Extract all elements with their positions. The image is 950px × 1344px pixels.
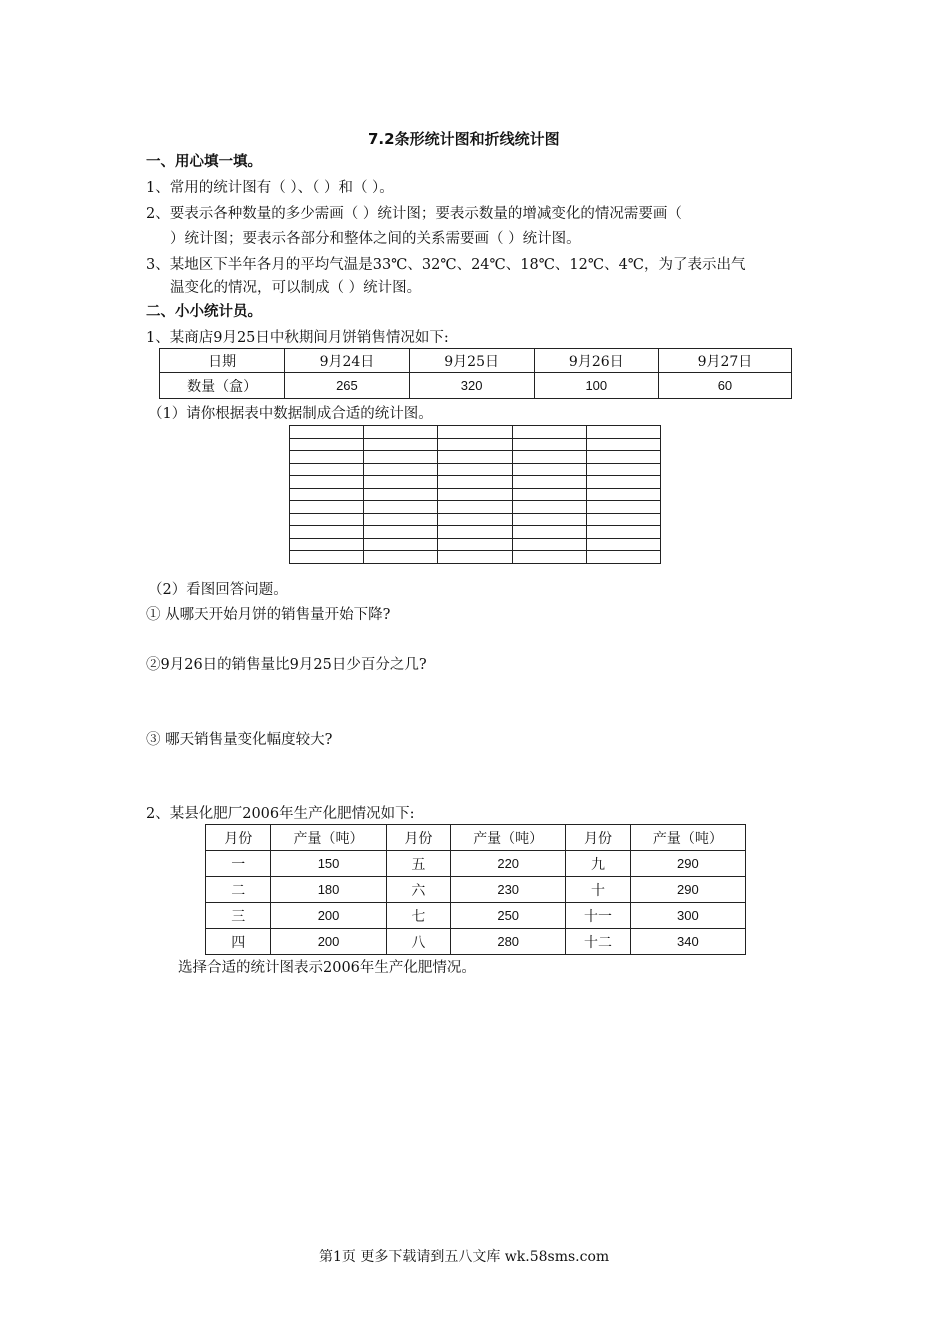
table-cell: 十 (566, 877, 630, 903)
table-row (206, 877, 746, 903)
table-cell: 四 (206, 929, 271, 955)
table-cell: 十二 (566, 929, 630, 955)
table-cell: 六 (386, 877, 450, 903)
table-cell: 290 (630, 851, 745, 877)
fertilizer-production-table (205, 824, 746, 955)
table-cell: 230 (451, 877, 566, 903)
table-header-row (160, 349, 792, 373)
problem1-intro: 1、某商店9月25日中秋期间月饼销售情况如下: (146, 330, 449, 346)
problem1-sub2: （2）看图回答问题。 (148, 582, 288, 598)
table-cell: 200 (271, 929, 386, 955)
table-cell: 产量（吨） (451, 825, 566, 851)
section1-question-2-line2: ）统计图；要表示各部分和整体之间的关系需要画（ ）统计图。 (170, 231, 581, 247)
table-cell: 9月26日 (534, 349, 658, 373)
page-title: 7.2条形统计图和折线统计图 (368, 130, 560, 148)
page-footer: 第1页 更多下载请到五八文库 wk.58sms.com (319, 1249, 610, 1265)
table-cell: 五 (386, 851, 450, 877)
table-cell: 320 (409, 373, 534, 399)
table-cell: 三 (206, 903, 271, 929)
table-row (206, 929, 746, 955)
table-cell: 100 (534, 373, 658, 399)
table-cell: 月份 (206, 825, 271, 851)
table-cell: 180 (271, 877, 386, 903)
table-cell: 9月27日 (658, 349, 791, 373)
table-cell: 250 (451, 903, 566, 929)
table-cell: 月份 (386, 825, 450, 851)
table-cell: 200 (271, 903, 386, 929)
table-cell: 九 (566, 851, 630, 877)
table-cell: 265 (285, 373, 409, 399)
table-row (160, 373, 792, 399)
table-cell: 产量（吨） (271, 825, 386, 851)
table-cell: 150 (271, 851, 386, 877)
table-cell: 220 (451, 851, 566, 877)
table-row (206, 903, 746, 929)
table-cell: 300 (630, 903, 745, 929)
problem2-intro: 2、某县化肥厂2006年生产化肥情况如下: (146, 806, 415, 822)
section1-question-3-line1: 3、某地区下半年各月的平均气温是33℃、32℃、24℃、18℃、12℃、4℃，为了表示出气 (146, 257, 746, 273)
table-cell: 数量（盒） (160, 373, 285, 399)
table-cell: 60 (658, 373, 791, 399)
table-cell: 280 (451, 929, 566, 955)
problem1-question-c: ③ 哪天销售量变化幅度较大? (146, 732, 333, 748)
mooncake-sales-table (159, 348, 792, 399)
table-cell: 340 (630, 929, 745, 955)
table-cell: 290 (630, 877, 745, 903)
section1-question-2-line1: 2、要表示各种数量的多少需画（ ）统计图；要表示数量的增减变化的情况需要画（ (146, 206, 682, 222)
blank-chart-grid (289, 425, 661, 564)
table-cell: 二 (206, 877, 271, 903)
section1-heading: 一、用心填一填。 (146, 153, 262, 170)
section2-heading: 二、小小统计员。 (146, 303, 262, 320)
table-cell: 十一 (566, 903, 630, 929)
table-cell: 七 (386, 903, 450, 929)
section1-question-3-line2: 温变化的情况，可以制成（ ）统计图。 (170, 280, 422, 296)
table-cell: 产量（吨） (630, 825, 745, 851)
table-cell: 八 (386, 929, 450, 955)
table-cell: 月份 (566, 825, 630, 851)
table-cell: 一 (206, 851, 271, 877)
table-header-row (206, 825, 746, 851)
problem1-question-a: ① 从哪天开始月饼的销售量开始下降? (146, 607, 391, 623)
table-row (206, 851, 746, 877)
problem1-sub1: （1）请你根据表中数据制成合适的统计图。 (148, 406, 433, 422)
table-cell: 9月24日 (285, 349, 409, 373)
problem2-task: 选择合适的统计图表示2006年生产化肥情况。 (178, 960, 476, 976)
section1-question-1: 1、常用的统计图有（ ）、（ ）和（ ）。 (146, 180, 394, 196)
table-cell: 9月25日 (409, 349, 534, 373)
table-cell: 日期 (160, 349, 285, 373)
problem1-question-b: ②9月26日的销售量比9月25日少百分之几? (146, 657, 427, 673)
